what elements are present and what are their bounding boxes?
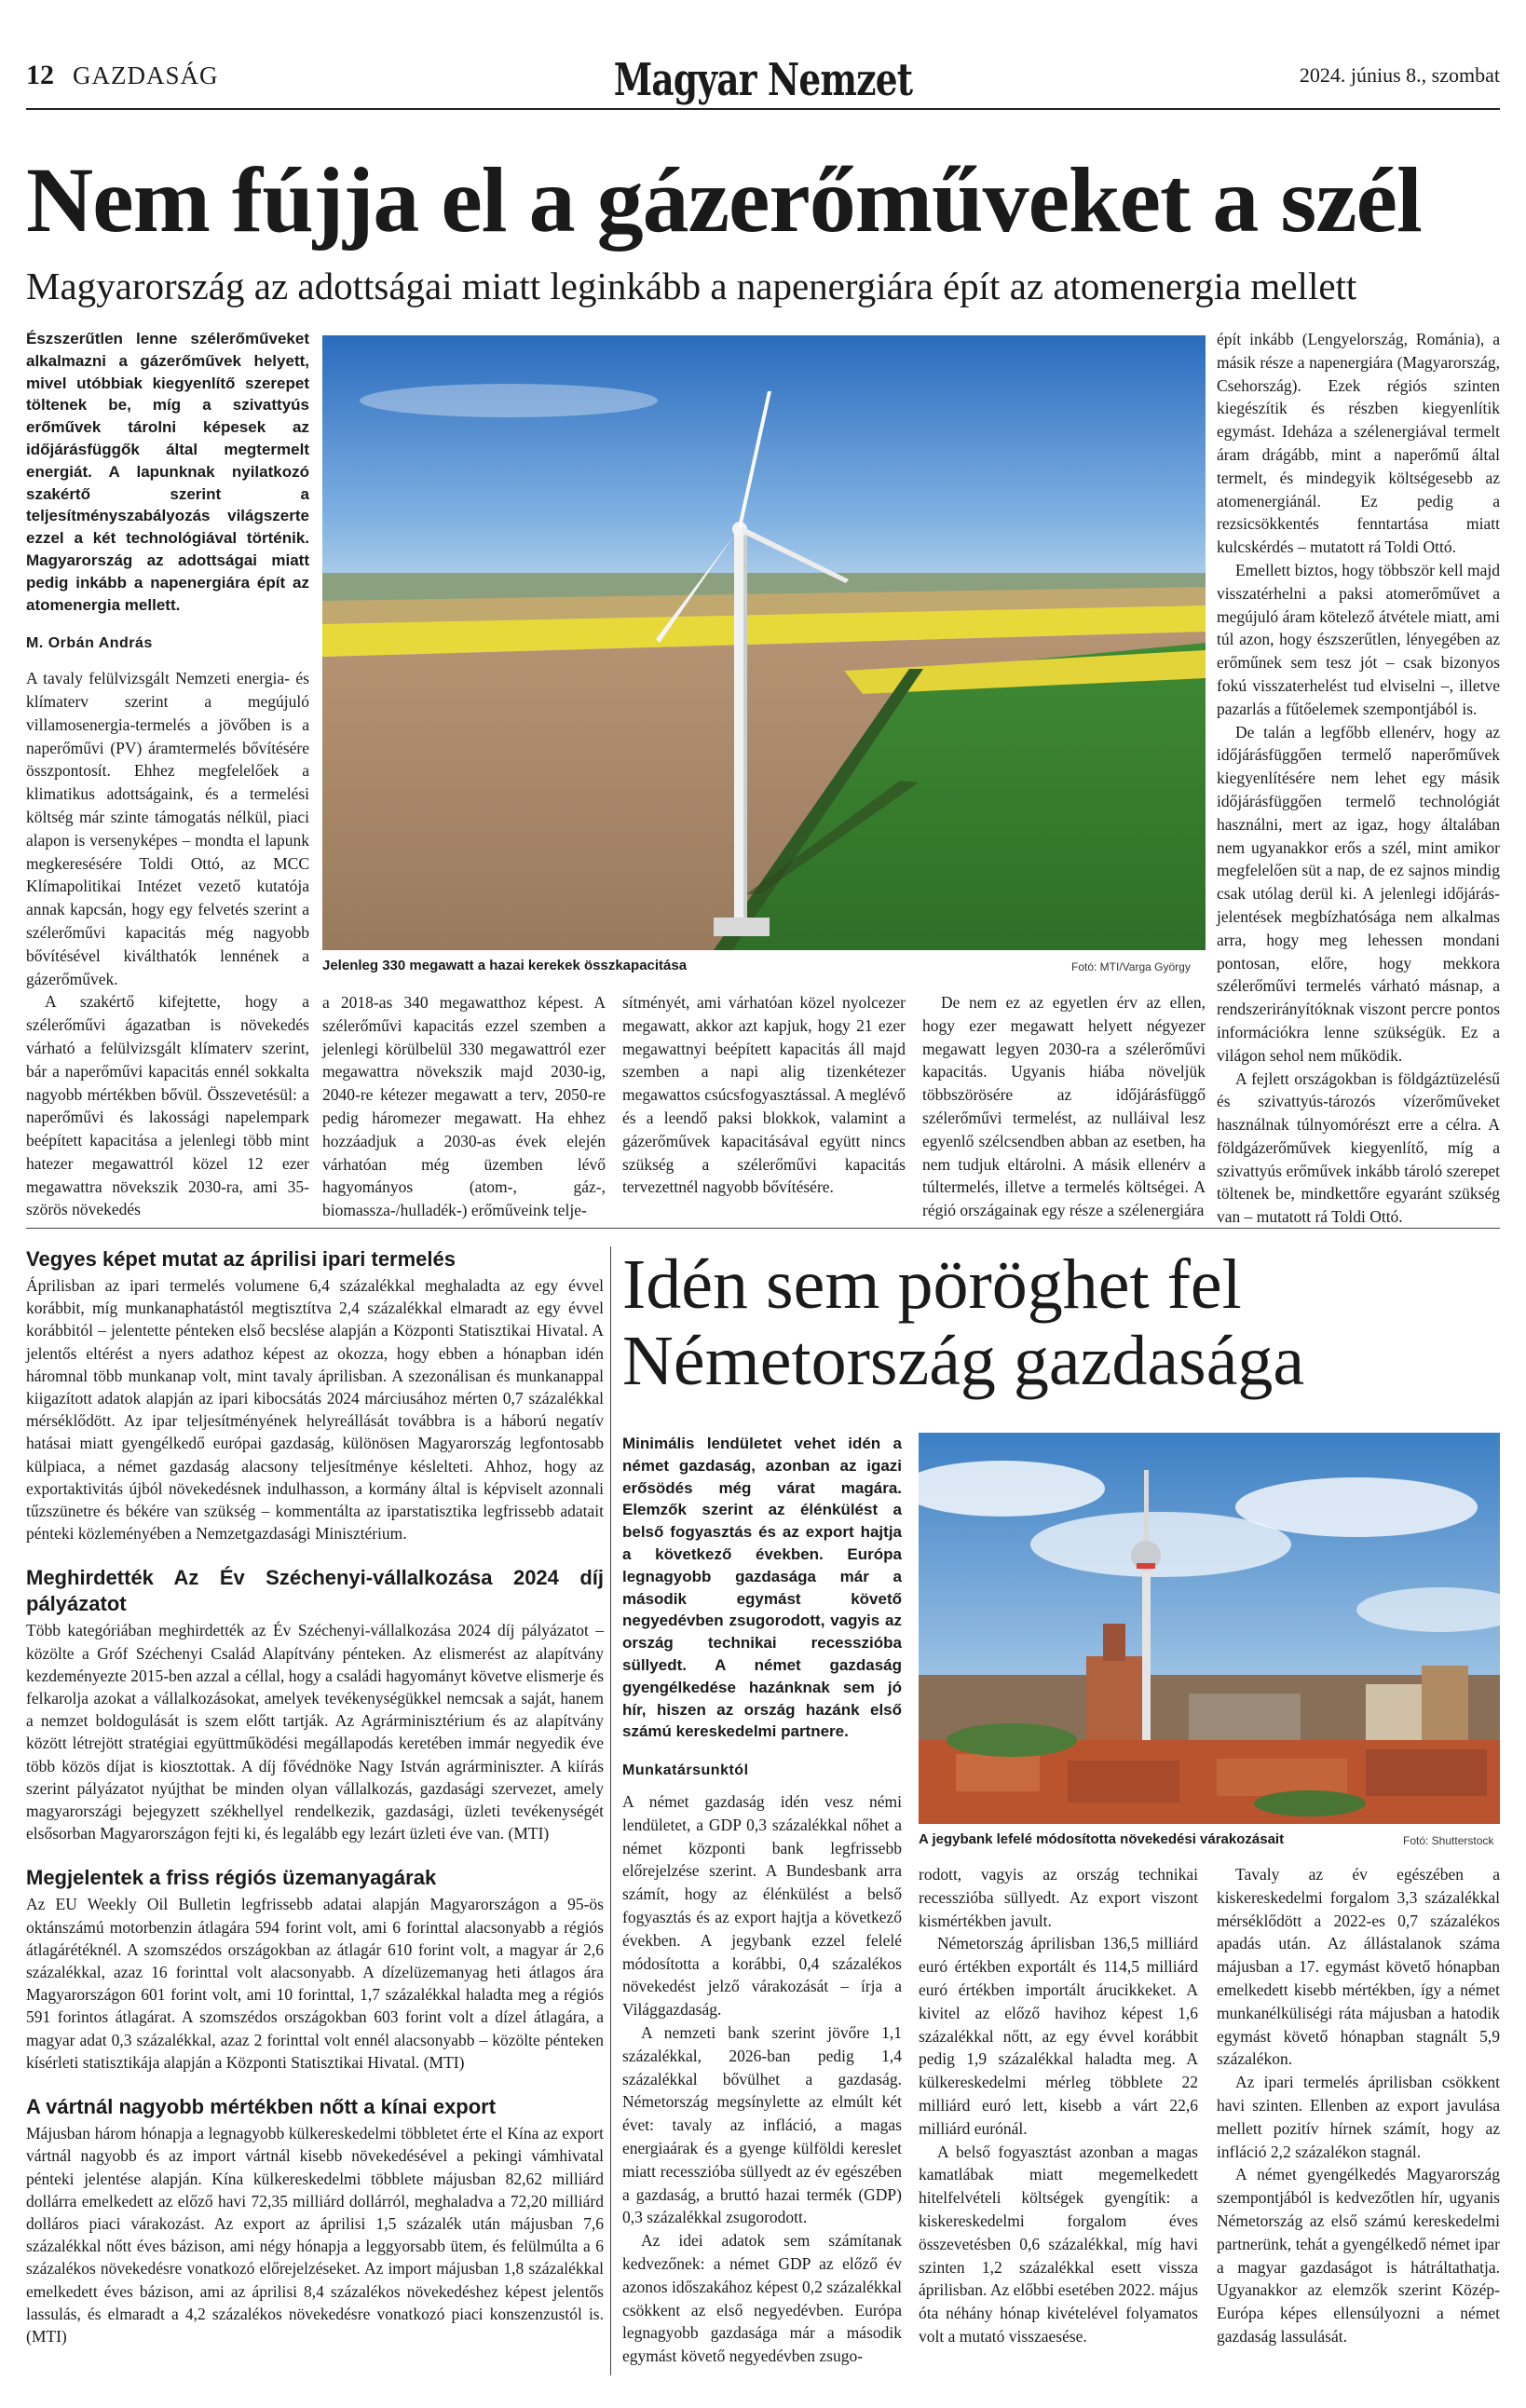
berlin-cityscape-image: [919, 1433, 1500, 1824]
main-paragraph: A fejlett országokban is földgáztüzelésű és szivattyús-tározós vízerőműveket használnak túlnyomórészt erre a célra. A földgázerőművek kiegyenlítő, míg a szivattyús erőművek inkább tároló szerepet töltenek be, mindkettőre egyaránt szükség van – mutatott rá Toldi Ottó.: [1217, 1068, 1500, 1227]
main-paragraph: sítményét, ami várhatóan közel nyolcezer megawatt, akkor azt kapjuk, hogy 21 ezer megawattnyi beépített kapacitás áll majd szemben a napi alig tizenkétezer megawattos csúcsfogyasztással. A meglévő és a leendő paksi blokkok, valamint a gázerőművek kapacitásával együtt nincs szükség a szélerőművi kapacitás tervezettnél nagyobb bővítésére.: [622, 993, 906, 1197]
second-col-2: [919, 1863, 1198, 2348]
news-briefs: [26, 1246, 604, 2368]
second-photo-caption: A jegybank lefelé módosította növekedési várakozásait: [919, 1831, 1285, 1847]
main-paragraph: De nem ez az egyetlen érv az ellen, hogy ezer megawatt helyett négyezer megawatt legyen 2030-ra a szélerőművi kapacitás. Ugyanis hiába növeljük többszörösére az időjárásfüggő szélerőművi termelést, az nulláival lesz egyenlő szélcsendben abban az esetben, ha nem tudjuk eltárolni. A másik ellenérv a túltermelés, illetve a termelés költségei. A régió országainak egy része a szélenergiára: [922, 993, 1206, 1220]
main-col-4: [922, 991, 1206, 1222]
second-paragraph: Tavaly az év egészében a kiskereskedelmi forgalom 3,3 százalékkal mérséklődött a 2022-es 0,7 százalékos apadás után. Az állástalanok száma májusban a 17. egymást követő hónapban emelkedett kisebb mértékben, így a német munkanélküliségi ráta májusban a hatodik egymást követő hónapban stagnált 5,9 százalékon.: [1217, 1865, 1500, 2069]
second-paragraph: Az idei adatok sem számítanak kedvezőnek: a német GDP az előző év azonos időszakához képest 0,2 százalékkal csökkent az első negyedévben. Európa legnagyobb gazdasága már a második egymást követő negyedévben zsugo-: [622, 2231, 902, 2366]
header-rule: [26, 108, 1500, 110]
section-name: GAZDASÁG: [73, 61, 219, 89]
main-col-1: [26, 328, 309, 1221]
main-col-5: [1217, 328, 1500, 1229]
second-paragraph: Az ipari termelés áprilisban csökkent havi szinten. Ellenben az export javulása mellett pozitív hírnek számít, hogy az infláció 2,2 százalékon stagnál.: [1217, 2073, 1500, 2161]
second-col-3: [1217, 1863, 1500, 2348]
photo-credit: Fotó: MTI/Varga György: [1071, 960, 1191, 973]
masthead: Magyar Nemzet: [613, 54, 913, 106]
second-col-lead: [622, 1433, 902, 1794]
main-paragraph: épít inkább (Lengyelország, Románia), a másik része a napenergiára (Magyarország, Csehország). Ezek régiós szinten kiegészítik és részben kiegyenlítik egymást. Ideháza a szélenergiával termelt áram drágább, mint a naperőmű által termelt, és mindegyik költségesebb az atomenergiánál. Ez pedig a rezsicsökkentés fenntartása miatt kulcskérdés – mutatott rá Toldi Ottó.: [1217, 330, 1500, 557]
main-headline: Nem fújja el a gázerőműveket a szél: [26, 148, 1422, 252]
column-divider: [610, 1246, 611, 2375]
main-col-3: [622, 991, 906, 1199]
wind-turbine-image: [322, 335, 1206, 950]
article-divider: [26, 1228, 1500, 1229]
brief-title: Vegyes képet mutat az áprilisi ipari termelés: [26, 1247, 456, 1271]
second-paragraph: rodott, vagyis az ország technikai recesszióba süllyedt. Az export viszont kismértékben javult.: [919, 1865, 1198, 1930]
main-paragraph: A szakértő kifejtette, hogy a szélerőművi ágazatban is növekedés várható a felülvizsgált klímaterv szerint, bár a naperőművi kapacitás ennél sokkalta nagyobb mértékben bővül. Összevetésül: a naperőművi és lakossági napelempark beépített kapacitása a jelenlegi több mint hatezer megawattról közel 12 ezer megawattra növekszik 2030-ra, ami 35-szörös növekedés: [26, 992, 309, 1219]
brief-text: Májusban három hónapja a legnagyobb külkereskedelmi többletet érte el Kína az export vártnál nagyobb és az import vártnál kisebb növekedésével a pekingi vámhivatal pénteki jelentése alapján. Kína külkereskedelmi többlete májusban 82,62 milliárd dollárra emelkedett az előző havi 72,35 milliárd dollárról, meghaladva a 72,20 milliárd dolláros piaci várakozást. Az export az áprilisi 1,5 százalék után májusban 7,6 százalékkal nőtt éves bázison, ami négy hónapja a leggyorsabb ütem, és felülmúlta a 6 százalékos növekedésre vonatkozó előrejelzéseket. Az import májusban 1,8 százalékkal emelkedett éves bázison, ami az áprilisi 8,4 százalékos növekedéshez képest jelentős lassulás, és elmaradt a 4,2 százalékos növekedésre vonatkozó piaci konszenzustól is. (MTI): [26, 2124, 604, 2346]
second-paragraph: A német gyengélkedés Magyarország szempontjából is kedvezőtlen hír, ugyanis Németország az első számú kereskedelmi partnerünk, tehát a gyengélkedő német ipar a magyar gazdaságot is hátráltathatja. Ugyanakkor az elemzők szerint Közép-Európa képes ellensúlyozni a német gazdaság lassulását.: [1217, 2165, 1500, 2346]
second-paragraph: A német gazdaság idén vesz némi lendületet, a GDP 0,3 százalékkal nőhet a német központi bank legfrissebb előrejelzése szerint. A Bundesbank arra számít, hogy az élénkülést a belső fogyasztás és az export hajtja a következő években. A jegybank ezzel felelé módosította a korábbi, 0,4 százalékos növekedést jelző várakozását – írja a Világgazdaság.: [622, 1792, 902, 2020]
main-byline: M. Orbán András: [26, 635, 153, 652]
page-header: [26, 54, 1500, 106]
wind-turbine-photo: [322, 335, 1206, 950]
issue-date: 2024. június 8., szombat: [1299, 63, 1500, 87]
brief-text: Több kategóriában meghirdették az Év Széchenyi-vállalkozása 2024 díj pályázatot – közölte a Gróf Széchenyi Család Alapítvány pénteken. Az elismerést az alapítvány kezdeményezte 2015-ben azzal a céllal, hogy a családi hagyományt követve elismerje és felkarolja azokat a vállalkozásokat, amelyek tevékenységükkel nemcsak a saját, hanem a nemzet boldogulását is szem előtt tartják. Az Agrárminisztérium és az alapítvány között létrejött stratégiai együttműködési megállapodás keretében immár negyedik éve több közös díjat is kiosztottak. A díj fővédnöke Nagy István agrárminiszter. A kiírás szerint pályázatot nyújthat be minden olyan vállalkozás, gazdasági szervezet, amely magyarországi bejegyzett székhellyel rendelkezik, gazdasági, üzleti tevékenységét elsősorban Magyarországon fejti ki, és legalább egy lezárt üzleti éve van. (MTI): [26, 1621, 605, 1843]
brief-title: A vártnál nagyobb mértékben nőtt a kínai export: [26, 2095, 497, 2119]
photo-caption: Jelenleg 330 megawatt a hazai kerekek összkapacitása: [322, 958, 688, 973]
brief-title: Megjelentek a friss régiós üzemanyagárak: [26, 1866, 437, 1890]
berlin-photo: [919, 1433, 1500, 1824]
brief-text: Az EU Weekly Oil Bulletin legfrissebb adatai alapján Magyarországon a 95-ös oktánszámú motorbenzin átlagára 594 forint volt, ami 6 forinttal alacsonyabb a régiós átlagárétéknél. A szomszédos országokban az átlagár 610 forint volt, a magyar ár 2,6 százalékkal, azaz 16 forinttal volt alacsonyabb. A dízelüzemanyag heti átlagos ára Magyarországon 601 forint volt, ami 10 forinttal, 1,7 százalékkal haladta meg a régiós 591 forintos átlagárat. A szomszédos országokban 603 forint volt a dízel átlagára, a magyar adat 0,3 százalékkal, azaz 2 forinttal volt ennél alacsonyabb – közölte pénteken kísérleti statisztikája alapján a Központi Statisztikai Hivatal. (MTI): [26, 1895, 604, 2072]
main-paragraph: a 2018-as 340 megawatthoz képest. A szélerőművi kapacitás ezzel szemben a jelenlegi körülbelül 330 megawattról ezer megawattra növekszik majd 2030-ig, 2040-re kétezer megawatt a terv, 2050-re pedig háromezer megawatt. Ha ehhez hozzáadjuk a 2030-as évek elején várhatóan még üzemben lévő hagyományos (atom-, gáz-, biomassza-/hulladék-) erőműveink telje-: [322, 993, 606, 1220]
second-col-1: [622, 1790, 902, 2368]
second-photo-credit: Fotó: Shutterstock: [1403, 1834, 1494, 1847]
second-paragraph: A nemzeti bank szerint jövőre 1,1 százalékkal, 2026-ban pedig 1,4 százalékkal bővülhet a gazdaság. Németország megsínylette az elmúlt két évet: tavaly az infláció, a magas energiaárak és a gyenge külföldi kereslet miatt recesszióba süllyedt az év egészében a gazdaság, a bruttó hazai termék (GDP) 0,3 százalékkal zsugorodott.: [622, 2022, 902, 2227]
second-paragraph: Németország áprilisban 136,5 milliárd euró értékben exportált és 114,5 milliárd euró értékben importált árucikkeket. A kivitel az előző havihoz képest 1,6 százalékkal nőtt, az egy évvel korábbit pedig 1,9 százalékkal haladta meg. A külkereskedelmi mérleg többlete 22 milliárd euró lett, kisebb a várt 22,6 milliárd eurónál.: [919, 1934, 1198, 2138]
main-paragraph: Emellett biztos, hogy többször kell majd visszatérhelni a paksi atomerőművet a megújuló áram kötelező átvétele miatt, ami túl azon, hogy észszerűtlen, lényegében az erőműnek sem tesz jót – csak bizonyos fokú visszaterhelést tud elviselni –, illetve pazarlás a fűtőelemek szempontjából is.: [1217, 560, 1500, 718]
second-paragraph: A belső fogyasztást azonban a magas kamatlábak miatt megemelkedett hitelfelvételi költségek gyengítik: a kiskereskedelmi forgalom éves összevetésben 0,6 százalékkal, míg havi szinten 1,2 százalékkal esett vissza áprilisban. Az előbbi esetében 2022. május óta néhány hónap kivételével folyamatos volt a mutató visszaesése.: [919, 2142, 1198, 2346]
main-col-2: [322, 991, 606, 1222]
page-number: 12: [26, 60, 54, 90]
main-paragraph: De talán a legfőbb ellenérv, hogy az időjárásfüggően termelő naperőművek kiegyenlítésére nem lehet egy másik időjárásfüggően termelő technológiát használni, mert az igaz, hogy általában nem ugyanakkor erős a szél, mint amikor megfelelően süt a nap, de ez sajnos mindig csak utólag derül ki. A jelenlegi időjárás-jelentések megbízhatósága nem alkalmas arra, hogy meg lehessen mondani pontosan, előre, hogy mekkora szélerőművi termelés várható másnap, a rendszerirányítóknak viszont percre pontos információkra lenne szükségük. Ez a világon sehol nem működik.: [1217, 722, 1500, 1065]
main-lead: Észszerűtlen lenne szélerőműveket alkalmazni a gázerőművek helyett, mivel utóbbiak kiegyenlítő szerepet töltenek be, míg a szivattyús erőművek tárolni képesek az időjárásfüggők által megtermelt energiát. A lapunknak nyilatkozó szakértő szerint a teljesítményszabályozás világszerte ezzel a két technológiával történik. Magyarország az adottságai miatt pedig inkább a napenergiára épít az atomenergia mellett.: [26, 330, 309, 614]
main-paragraph: A tavaly felülvizsgált Nemzeti energia- és klímaterv szerint a megújuló villamosenergia-termelés a jövőben is a naperőművi (PV) áramtermelés bővítésére összpontosít. Ehhez megfelelőek a klimatikus adottságaink, és a termelési költség már szinte támogatás nélkül, piaci alapon is versenyképes – mondta el lapunk megkeresésére Toldi Ottó, az MCC Klímapolitikai Intézet vezető kutatója annak kapcsán, hogy egy felvetés szerint a szélerőművi kapacitás még nagyobb bővítésével kiválthatók lennének a gázerőművek.: [26, 669, 309, 988]
brief-text: Áprilisban az ipari termelés volumene 6,4 százalékkal meghaladta az egy évvel korábbit, míg munkanaphatástól megtisztítva 2,4 százalékkal elmaradt az egy évvel korábbitól – jelentette pénteken első becslése alapján a Központi Statisztikai Hivatal. A jelentős eltérést a nyers adathoz képest az okozza, hogy ebben a hónapban idén háromnal több munkanap volt, mint tavaly áprilisban. A szezonálisan és munkanappal kiigazított adatok alapján az ipari kibocsátás 2024 márciusához mérten 0,7 százalékkal mérséklődött. Az ipar teljesítményének helyreállását továbbra is a háború negatív hatásai miatt gyengélkedő európai gazdaság, különösen Magyarország legfontosabb külpiaca, a német gazdaság alacsony teljesítménye késlelteti. Ahhoz, hogy az exportaktivitás újból növekedésnek indulhasson, a kormány által is képviselt azonnali tűzszünetre és békére van szükség – kommentálta az iparstatisztika legfrissebb adatait pénteki közleményében a Nemzetgazdasági Minisztérium.: [26, 1276, 604, 1544]
second-byline: Munkatársunktól: [622, 1762, 749, 1779]
brief-title: Meghirdették Az Év Széchenyi-vállalkozása 2024 díj pályázatot: [26, 1566, 604, 1616]
main-deck: Magyarország az adottságai miatt leginkább a napenergiára épít az atomenergia mellett: [26, 265, 1357, 307]
second-lead: Minimális lendületet vehet idén a német gazdaság, azonban az igazi erősödés még várat magára. Elemzők szerint az élénkülést a belső fogyasztás és az export hajtja a következő években. Európa legnagyobb gazdasága már a második egymást követő negyedévben zsugorodott, vagyis az ország technikai recesszióba süllyedt. A német gazdaság gyengélkedése hazánknak sem jó hír, hiszen az ország hazánk első számú kereskedelmi partnere.: [622, 1435, 902, 1741]
second-headline: Idén sem pöröghet fel Németország gazdasága: [622, 1245, 1305, 1400]
